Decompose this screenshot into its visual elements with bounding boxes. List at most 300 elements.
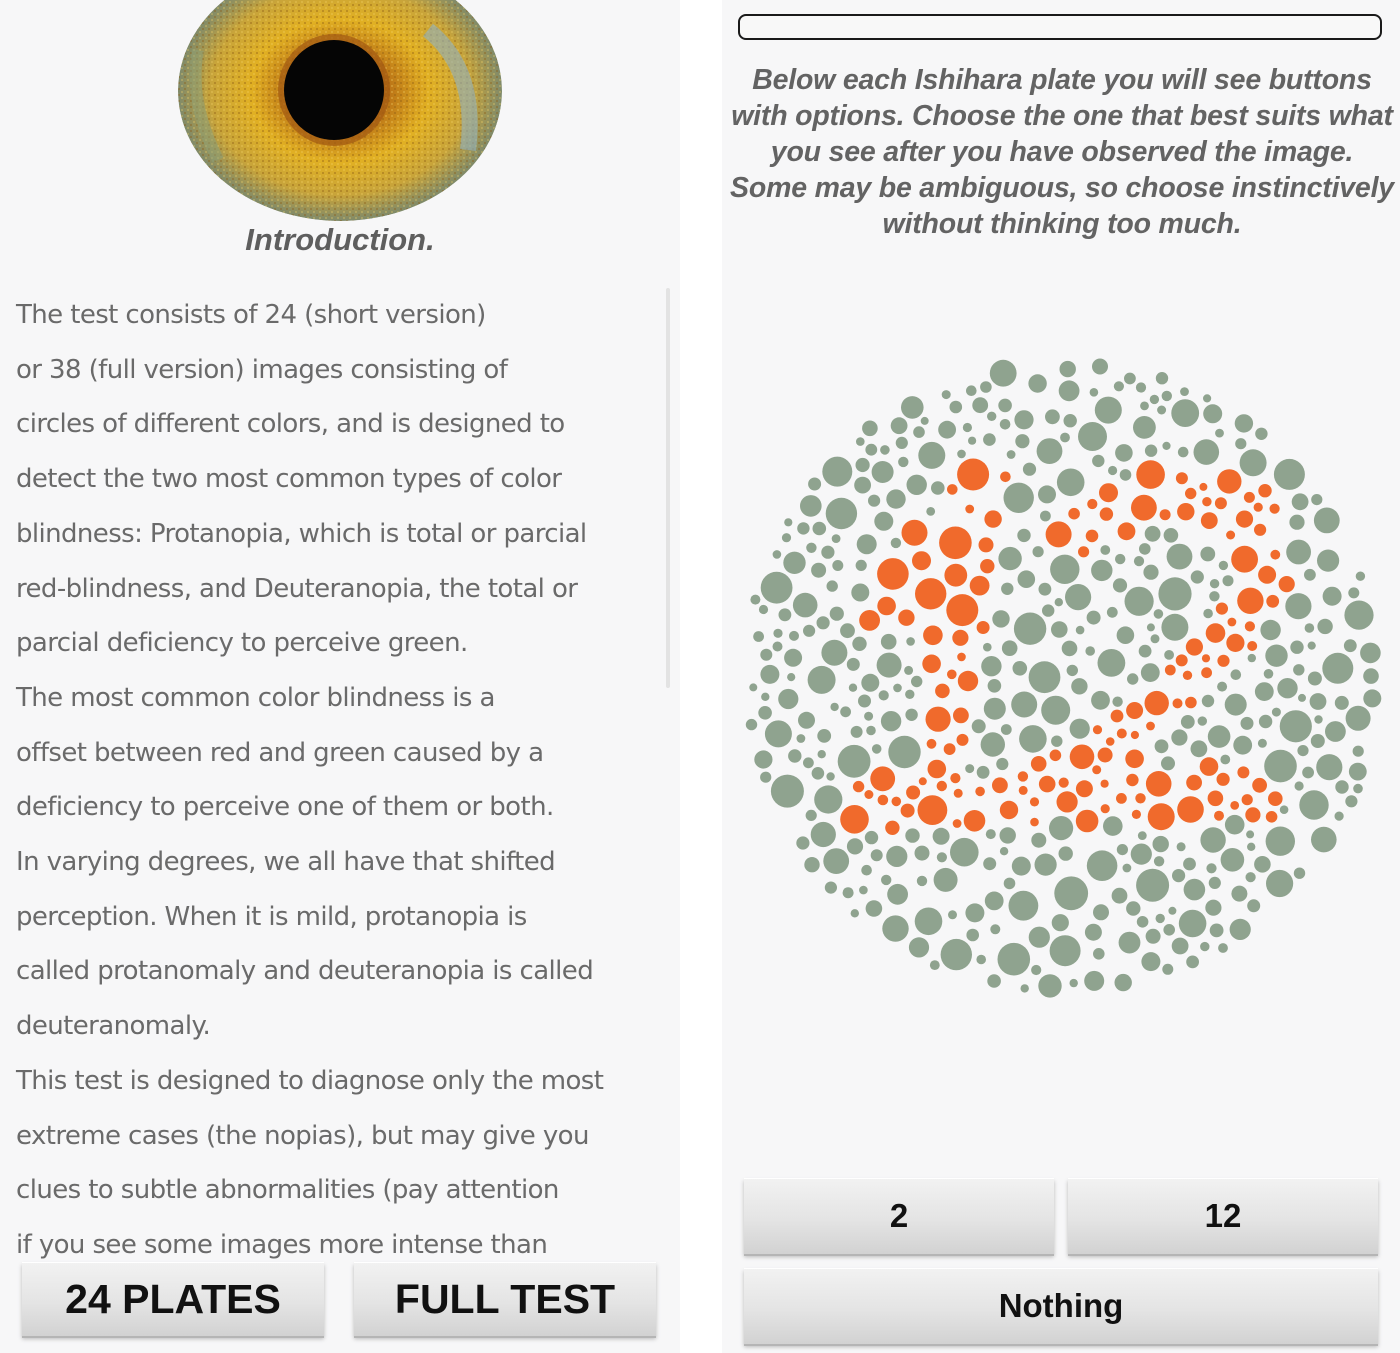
plate-background-dot [1071, 678, 1087, 694]
plate-background-dot [1167, 544, 1193, 570]
plate-background-dot [913, 426, 925, 438]
plate-background-dot [882, 915, 908, 941]
plate-background-dot [808, 666, 836, 694]
plate-background-dot [992, 610, 1009, 627]
plate-background-dot [877, 653, 902, 678]
test-screen [722, 0, 1400, 1353]
plate-figure-dot [937, 781, 947, 791]
plate-background-dot [1140, 402, 1149, 411]
plate-background-dot [1203, 609, 1213, 619]
plate-figure-dot [1202, 654, 1210, 662]
plate-background-dot [1115, 974, 1132, 991]
plate-background-dot [1023, 463, 1036, 476]
plate-figure-dot [984, 510, 1001, 527]
plate-background-dot [851, 726, 863, 738]
plate-figure-dot [975, 787, 985, 797]
plate-background-dot [760, 665, 779, 684]
plate-figure-dot [1101, 780, 1109, 788]
plate-background-dot [911, 676, 922, 687]
plate-background-dot [760, 772, 771, 783]
plate-figure-dot [947, 484, 958, 495]
plate-background-dot [1139, 645, 1152, 658]
plate-background-dot [1085, 646, 1095, 656]
plate-background-dot [758, 706, 772, 720]
plate-background-dot [868, 495, 880, 507]
plate-figure-dot [870, 766, 895, 791]
plate-background-dot [1145, 445, 1157, 457]
plate-figure-dot [1183, 671, 1192, 680]
plate-background-dot [849, 684, 857, 692]
plate-background-dot [1277, 678, 1297, 698]
plate-background-dot [1014, 410, 1033, 429]
plate-figure-dot [1176, 472, 1188, 484]
plate-background-dot [966, 385, 977, 396]
plate-background-dot [1137, 916, 1149, 928]
plate-figure-dot [1148, 803, 1175, 830]
plate-figure-dot [1247, 641, 1257, 651]
plate-figure-dot [1131, 495, 1157, 521]
plate-background-dot [1098, 649, 1126, 677]
plate-figure-dot [1126, 702, 1143, 719]
plate-background-dot [1356, 572, 1365, 581]
plate-background-dot [1353, 784, 1363, 794]
plate-figure-dot [1165, 665, 1176, 676]
plate-background-dot [1221, 848, 1245, 872]
plate-background-dot [1266, 870, 1293, 897]
plate-background-dot [784, 649, 802, 667]
plate-figure-dot [1268, 791, 1283, 806]
plate-background-dot [998, 399, 1012, 413]
plate-figure-dot [1279, 576, 1295, 592]
plate-background-dot [1215, 429, 1224, 438]
plate-background-dot [1012, 857, 1031, 876]
plate-background-dot [968, 437, 976, 445]
plate-background-dot [1037, 438, 1063, 464]
plate-background-dot [1114, 381, 1124, 391]
option-2-button[interactable]: 2 [744, 1178, 1054, 1254]
option-12-button[interactable]: 12 [1068, 1178, 1378, 1254]
plate-background-dot [817, 729, 831, 743]
plate-background-dot [1045, 409, 1060, 424]
plate-figure-dot [1070, 745, 1095, 770]
plate-background-dot [1235, 438, 1246, 449]
plate-background-dot [1000, 827, 1016, 843]
plate-background-dot [1090, 388, 1099, 397]
plate-figure-dot [1185, 488, 1196, 499]
plate-background-dot [771, 775, 804, 808]
plate-figure-dot [957, 459, 989, 491]
intro-scrollbar[interactable] [666, 288, 670, 688]
plate-background-dot [981, 656, 1001, 676]
plate-background-dot [950, 838, 979, 867]
plate-background-dot [832, 560, 843, 571]
plate-background-dot [787, 673, 795, 681]
plate-background-dot [865, 444, 877, 456]
plate-figure-dot [1173, 698, 1183, 708]
plate-background-dot [1255, 682, 1274, 701]
plate-figure-dot [1030, 818, 1039, 827]
plate-figure-dot [878, 795, 889, 806]
plate-background-dot [856, 458, 870, 472]
plate-background-dot [938, 421, 956, 439]
plate-figure-dot [1177, 503, 1194, 520]
plate-figure-dot [953, 819, 962, 828]
plate-background-dot [881, 711, 901, 731]
plate-figure-dot [1076, 810, 1099, 833]
plate-background-dot [942, 390, 951, 399]
plate-background-dot [1134, 556, 1144, 566]
plate-background-dot [907, 475, 927, 495]
plate-background-dot [918, 442, 945, 469]
plate-background-dot [1294, 868, 1305, 879]
plate-background-dot [1014, 613, 1046, 645]
plate-background-dot [759, 605, 768, 614]
plate-background-dot [891, 417, 908, 434]
plate-figure-dot [1217, 773, 1230, 786]
plate-background-dot [1156, 914, 1165, 923]
plate-figure-dot [946, 594, 978, 626]
plate-background-dot [821, 640, 847, 666]
plate-background-dot [930, 960, 940, 970]
plate-background-dot [793, 593, 818, 618]
plate-figure-dot [1214, 811, 1224, 821]
plate-background-dot [987, 974, 1001, 988]
plate-figure-dot [947, 670, 957, 680]
plate-figure-dot [892, 797, 902, 807]
plate-background-dot [1335, 696, 1349, 710]
plate-background-dot [823, 848, 849, 874]
plate-background-dot [1095, 397, 1122, 424]
plate-figure-dot [1117, 729, 1127, 739]
plate-background-dot [1162, 442, 1170, 450]
plate-background-dot [861, 865, 872, 876]
plate-figure-dot [1046, 521, 1072, 547]
plate-background-dot [1161, 614, 1188, 641]
plate-background-dot [1181, 715, 1195, 729]
plate-figure-dot [1186, 638, 1203, 655]
plate-background-dot [1154, 856, 1164, 866]
plate-background-dot [1171, 729, 1187, 745]
plate-figure-dot [1228, 618, 1237, 627]
plate-background-dot [1092, 455, 1104, 467]
plate-background-dot [1002, 640, 1018, 656]
plate-background-dot [1120, 469, 1132, 481]
plate-figure-dot [1270, 550, 1280, 560]
plate-background-dot [779, 608, 792, 621]
plate-figure-dot [1086, 530, 1099, 543]
plate-background-dot [783, 552, 805, 574]
plate-background-dot [813, 522, 827, 536]
plate-background-dot [977, 766, 990, 779]
plate-background-dot [1218, 943, 1228, 953]
plate-background-dot [1280, 710, 1312, 742]
plate-background-dot [1246, 830, 1254, 838]
plate-figure-dot [1146, 771, 1172, 797]
plate-background-dot [861, 674, 879, 692]
plate-background-dot [998, 943, 1031, 976]
plate-background-dot [984, 698, 1006, 720]
plate-figure-dot [922, 655, 941, 674]
plate-figure-dot [1098, 748, 1113, 763]
plate-background-dot [1264, 669, 1274, 679]
plate-background-dot [1029, 661, 1061, 693]
plate-background-dot [874, 512, 893, 531]
plate-background-dot [1103, 816, 1123, 836]
plate-background-dot [1259, 715, 1272, 728]
plate-background-dot [830, 703, 838, 711]
plate-background-dot [1171, 399, 1199, 427]
plate-figure-dot [906, 786, 920, 800]
plate-background-dot [1246, 872, 1256, 882]
plate-background-dot [1031, 965, 1041, 975]
plate-background-dot [1231, 669, 1242, 680]
plate-background-dot [1115, 554, 1125, 564]
plate-background-dot [1180, 387, 1189, 396]
plate-background-dot [1203, 404, 1222, 423]
plate-background-dot [1093, 904, 1109, 920]
plate-background-dot [1293, 664, 1304, 675]
plate-background-dot [1001, 583, 1013, 595]
plate-background-dot [1139, 543, 1151, 555]
plate-background-dot [1304, 569, 1316, 581]
plate-figure-dot [902, 520, 928, 546]
plate-background-dot [1186, 956, 1199, 969]
plate-background-dot [822, 457, 852, 487]
plate-figure-dot [953, 708, 969, 724]
plate-background-dot [921, 417, 929, 425]
plate-figure-dot [1258, 566, 1276, 584]
plate-background-dot [963, 423, 972, 432]
plate-background-dot [1154, 609, 1164, 619]
plate-background-dot [1087, 850, 1118, 881]
plate-background-dot [1325, 721, 1346, 742]
plate-background-dot [1115, 444, 1133, 462]
plate-figure-dot [1199, 483, 1207, 491]
plate-background-dot [1092, 359, 1108, 375]
test-progress-bar [738, 14, 1382, 40]
plate-background-dot [972, 397, 988, 413]
plate-background-dot [1314, 508, 1340, 534]
plate-figure-dot [958, 671, 978, 691]
plate-figure-dot [923, 626, 943, 646]
plate-background-dot [1247, 899, 1260, 912]
plate-background-dot [1172, 869, 1185, 882]
plate-background-dot [851, 909, 859, 917]
plate-background-dot [1084, 971, 1104, 991]
plate-background-dot [1179, 910, 1207, 938]
plate-background-dot [1007, 450, 1016, 459]
plate-background-dot [1136, 382, 1146, 392]
plate-background-dot [887, 884, 908, 905]
plate-figure-dot [864, 790, 873, 799]
plate-figure-dot [1018, 771, 1028, 781]
plate-background-dot [1087, 611, 1101, 625]
plate-background-dot [1335, 780, 1348, 793]
plate-background-dot [1138, 831, 1147, 840]
plate-background-dot [987, 412, 996, 421]
plate-figure-dot [1206, 623, 1226, 643]
plate-background-dot [1112, 888, 1128, 904]
plate-background-dot [1013, 661, 1028, 676]
plate-background-dot [856, 437, 865, 446]
plate-background-dot [840, 623, 855, 638]
test-instructions: Below each Ishihara plate you will see buttons with options. Choose the one that best suits what you see after you have observed the image. Some may be ambiguous, so choose instinctively without thinking too much. [730, 64, 1394, 240]
plate-background-dot [778, 689, 798, 709]
plate-background-dot [1117, 844, 1128, 855]
plate-background-dot [847, 838, 863, 854]
plate-figure-dot [1215, 497, 1227, 509]
plate-background-dot [905, 690, 914, 699]
plate-figure-dot [992, 777, 1008, 793]
plate-background-dot [950, 401, 963, 414]
plate-figure-dot [954, 789, 963, 798]
plate-background-dot [1136, 869, 1169, 902]
plate-background-dot [788, 749, 801, 762]
plate-background-dot [1316, 754, 1342, 780]
plate-background-dot [1317, 619, 1332, 634]
plate-figure-dot [1031, 756, 1047, 772]
plate-figure-dot [918, 795, 948, 825]
plate-background-dot [1177, 842, 1186, 851]
plate-background-dot [1147, 623, 1155, 631]
plate-background-dot [1052, 914, 1069, 931]
plate-background-dot [1000, 419, 1011, 430]
plate-background-dot [1200, 827, 1225, 852]
plate-background-dot [937, 852, 947, 862]
plate-background-dot [1004, 878, 1016, 890]
plate-background-dot [926, 507, 935, 516]
plate-background-dot [866, 726, 876, 736]
plate-background-dot [893, 684, 902, 693]
plate-figure-dot [853, 781, 864, 792]
plate-background-dot [1322, 653, 1353, 684]
plate-figure-dot [1093, 725, 1102, 734]
plate-background-dot [804, 857, 819, 872]
intro-text-scroll[interactable] [16, 288, 666, 1260]
plate-figure-dot [1106, 737, 1115, 746]
plate-background-dot [859, 886, 868, 895]
plate-background-dot [811, 563, 826, 578]
plate-background-dot [765, 720, 792, 747]
plate-background-dot [1363, 689, 1381, 707]
plate-background-dot [1345, 795, 1357, 807]
plate-background-dot [818, 750, 826, 758]
plate-background-dot [957, 450, 966, 459]
plate-figure-dot [1146, 722, 1155, 731]
plate-background-dot [1206, 863, 1216, 873]
plate-background-dot [857, 534, 877, 554]
plate-background-dot [1272, 708, 1281, 717]
plate-figure-dot [1019, 786, 1028, 795]
plate-background-dot [966, 929, 979, 942]
plate-background-dot [1164, 528, 1179, 543]
plate-figure-dot [980, 559, 994, 573]
full-test-button[interactable]: FULL TEST [354, 1262, 656, 1336]
intro-body-text: The test consists of 24 (short version) or 38 (full version) images consisting of circles of different colors, and is designed to detect the two most common types of color blindness: Protanopia, which is total or parcial red-blindness, and Deuteranopia, the total or parcial deficiency to perceive green. The most common color blindness is a offset between red and green caused by a deficiency to perceive one of them or both. In varying degrees, we all have that shifted perception. When it is mild, protanopia is called protanomaly and deuteranopia is called deuteranomaly. This test is designed to diagnose only the most extreme cases (the nopias), but may give you clues to subtle abnormalities (pay attention if you see some images more intense than [16, 300, 604, 1260]
plate-background-dot [872, 744, 882, 754]
plate-background-dot [760, 649, 772, 661]
plate-background-dot [811, 822, 836, 847]
plate-background-dot [1289, 515, 1304, 530]
plate-background-dot [871, 849, 883, 861]
plate-background-dot [986, 829, 996, 839]
plate-background-dot [746, 719, 757, 730]
plate-background-dot [856, 560, 867, 571]
plate-background-dot [1078, 422, 1107, 451]
plate-background-dot [796, 836, 809, 849]
plate-background-dot [1093, 948, 1105, 960]
option-nothing-button[interactable]: Nothing [744, 1268, 1378, 1344]
plate-background-dot [1050, 935, 1081, 966]
plate-background-dot [1163, 924, 1175, 936]
plate-background-dot [1143, 565, 1158, 580]
plate-background-dot [1203, 394, 1211, 402]
plate-figure-dot [1217, 655, 1229, 667]
plate-figure-dot [1226, 634, 1244, 652]
plate-figure-dot [1202, 497, 1211, 506]
plate-background-dot [1225, 694, 1247, 716]
plate-figure-dot [1135, 793, 1145, 803]
24-plates-button[interactable]: 24 PLATES [22, 1262, 324, 1336]
plate-background-dot [1168, 907, 1176, 915]
plate-figure-dot [1126, 774, 1138, 786]
plate-background-dot [1031, 833, 1046, 848]
plate-background-dot [1107, 607, 1118, 618]
plate-background-dot [880, 445, 890, 455]
plate-figure-dot [1185, 697, 1197, 709]
plate-background-dot [1191, 740, 1208, 757]
plate-background-dot [773, 550, 782, 559]
plate-background-dot [1085, 924, 1102, 941]
plate-figure-dot [1078, 546, 1089, 557]
plate-background-dot [1311, 827, 1337, 853]
plate-background-dot [905, 828, 919, 842]
plate-background-dot [761, 572, 793, 604]
plate-background-dot [1311, 494, 1322, 505]
plate-background-dot [1157, 406, 1166, 415]
plate-background-dot [1059, 380, 1080, 401]
plate-background-dot [1076, 626, 1085, 635]
plate-figure-dot [1118, 522, 1136, 540]
plate-background-dot [1100, 545, 1110, 555]
plate-background-dot [1290, 641, 1303, 654]
plate-figure-dot [1230, 801, 1239, 810]
plate-background-dot [1184, 879, 1206, 901]
plate-figure-dot [1000, 472, 1011, 483]
plate-background-dot [983, 857, 996, 870]
plate-figure-dot [877, 558, 909, 590]
plate-background-dot [888, 736, 920, 768]
plate-background-dot [773, 629, 782, 638]
ishihara-plate-image [736, 350, 1388, 1002]
plate-background-dot [749, 683, 757, 691]
plate-figure-dot [859, 610, 880, 631]
plate-figure-dot [1030, 797, 1039, 806]
plate-figure-dot [915, 578, 946, 609]
plate-background-dot [886, 489, 905, 508]
plate-figure-dot [926, 707, 951, 732]
plate-background-dot [1360, 643, 1381, 664]
plate-background-dot [896, 437, 908, 449]
plate-background-dot [881, 634, 897, 650]
plate-background-dot [1033, 546, 1044, 557]
plate-figure-dot [928, 760, 947, 779]
plate-background-dot [1210, 579, 1219, 588]
plate-background-dot [753, 631, 764, 642]
plate-background-dot [1299, 790, 1328, 819]
plate-figure-dot [1039, 776, 1056, 793]
plate-background-dot [761, 693, 769, 701]
